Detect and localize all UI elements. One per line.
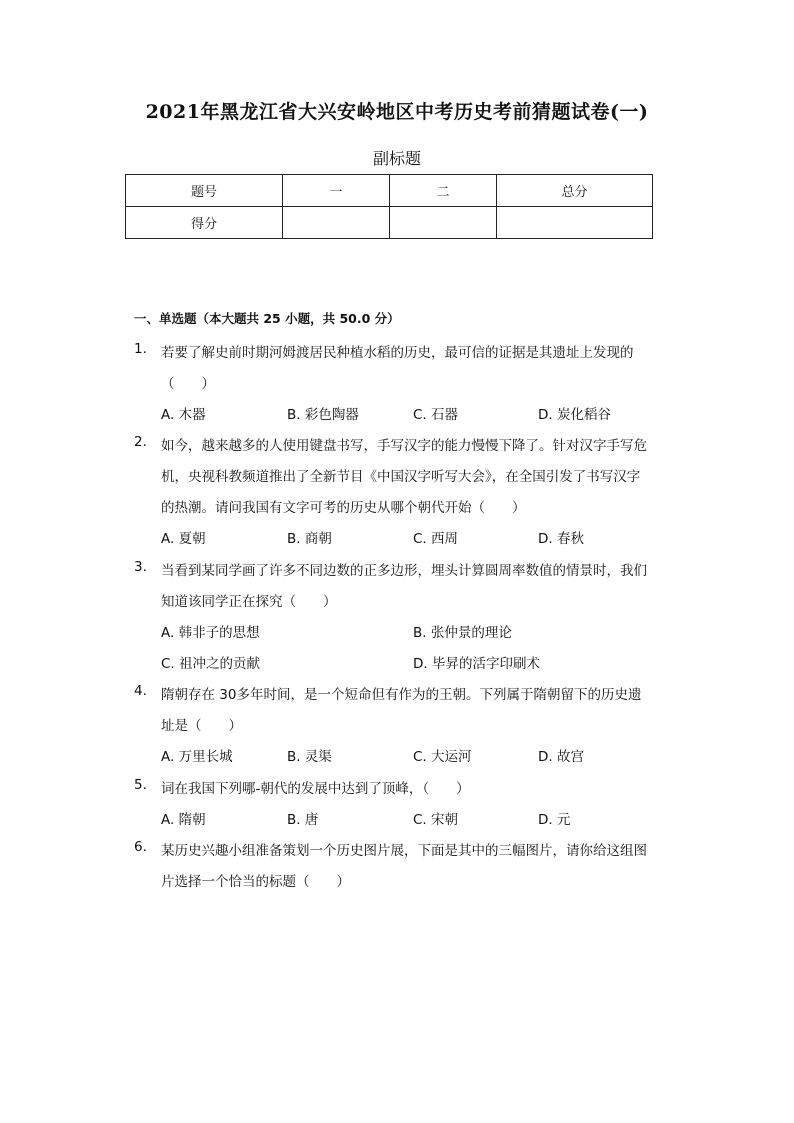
option-b: B. 灵渠: [287, 749, 332, 765]
score-table-header-cell: 二: [390, 175, 497, 207]
question-number: 6.: [134, 839, 147, 855]
score-table-header-row: [126, 175, 653, 207]
question-text-line: 隋朝存在 30多年时间，是一个短命但有作为的王朝。下列属于隋朝留下的历史遗: [161, 687, 642, 703]
option-b: B. 唐: [287, 812, 319, 828]
option-a: A. 夏朝: [161, 531, 206, 547]
question-number: 3.: [134, 559, 147, 575]
option-c: C. 祖冲之的贡献: [161, 656, 261, 672]
option-a: A. 韩非子的思想: [161, 625, 260, 641]
question-text-line: 如今，越来越多的人使用键盘书写，手写汉字的能力慢慢下降了。针对汉字手写危: [161, 438, 647, 454]
question-number: 5.: [134, 777, 147, 793]
question-number: 1.: [134, 341, 147, 357]
section-heading: 一、单选题（本大题共 25 小题，共 50.0 分）: [134, 311, 400, 326]
question-text-line: 知道该同学正在探究（ ）: [161, 594, 337, 610]
score-table: [125, 174, 653, 239]
question-text-line: 某历史兴趣小组准备策划一个历史图片展，下面是其中的三幅图片，请你给这组图: [161, 843, 647, 859]
option-a: A. 万里长城: [161, 749, 233, 765]
question-text-line: 当看到某同学画了许多不同边数的正多边形，埋头计算圆周率数值的情景时，我们: [161, 563, 647, 579]
document-subtitle: 副标题: [372, 149, 421, 168]
option-b: B. 张仲景的理论: [413, 625, 512, 641]
question-text-line: 机，央视科教频道推出了全新节目《中国汉字听写大会》，在全国引发了书写汉字: [161, 469, 641, 485]
score-table-cell: [497, 207, 653, 239]
question-number: 4.: [134, 683, 147, 699]
score-table-cell: [283, 207, 390, 239]
option-d: D. 故宫: [538, 749, 584, 765]
option-c: C. 宋朝: [413, 812, 459, 828]
option-c: C. 西周: [413, 531, 459, 547]
option-a: A. 隋朝: [161, 812, 206, 828]
option-d: D. 元: [538, 812, 571, 828]
score-table-row: [126, 207, 653, 239]
option-b: B. 彩色陶器: [287, 407, 359, 423]
question-text-line: 的热潮。请问我国有文字可考的历史从哪个朝代开始（ ）: [161, 500, 526, 516]
score-table-header-cell: 总分: [497, 175, 653, 207]
option-d: D. 毕昇的活字印刷术: [413, 656, 540, 672]
question-text-line: （ ）: [161, 376, 215, 392]
option-b: B. 商朝: [287, 531, 332, 547]
option-a: A. 木器: [161, 407, 206, 423]
question-text-line: 词在我国下列哪-朝代的发展中达到了顶峰，（ ）: [161, 781, 470, 797]
score-table-header-cell: 一: [283, 175, 390, 207]
question-text-line: 片选择一个恰当的标题（ ）: [161, 874, 350, 890]
document-title: 2021年黑龙江省大兴安岭地区中考历史考前猜题试卷(一): [145, 101, 649, 123]
score-table-cell: [390, 207, 497, 239]
score-table-header-cell: 题号: [126, 175, 283, 207]
question-text-line: 址是（ ）: [161, 718, 242, 734]
option-c: C. 大运河: [413, 749, 472, 765]
question-text-line: 若要了解史前时期河姆渡居民种植水稻的历史，最可信的证据是其遗址上发现的: [161, 345, 634, 361]
question-number: 2.: [134, 434, 147, 450]
option-d: D. 炭化稻谷: [538, 407, 611, 423]
option-d: D. 春秋: [538, 531, 584, 547]
score-table-cell: 得分: [126, 207, 283, 239]
option-c: C. 石器: [413, 407, 459, 423]
